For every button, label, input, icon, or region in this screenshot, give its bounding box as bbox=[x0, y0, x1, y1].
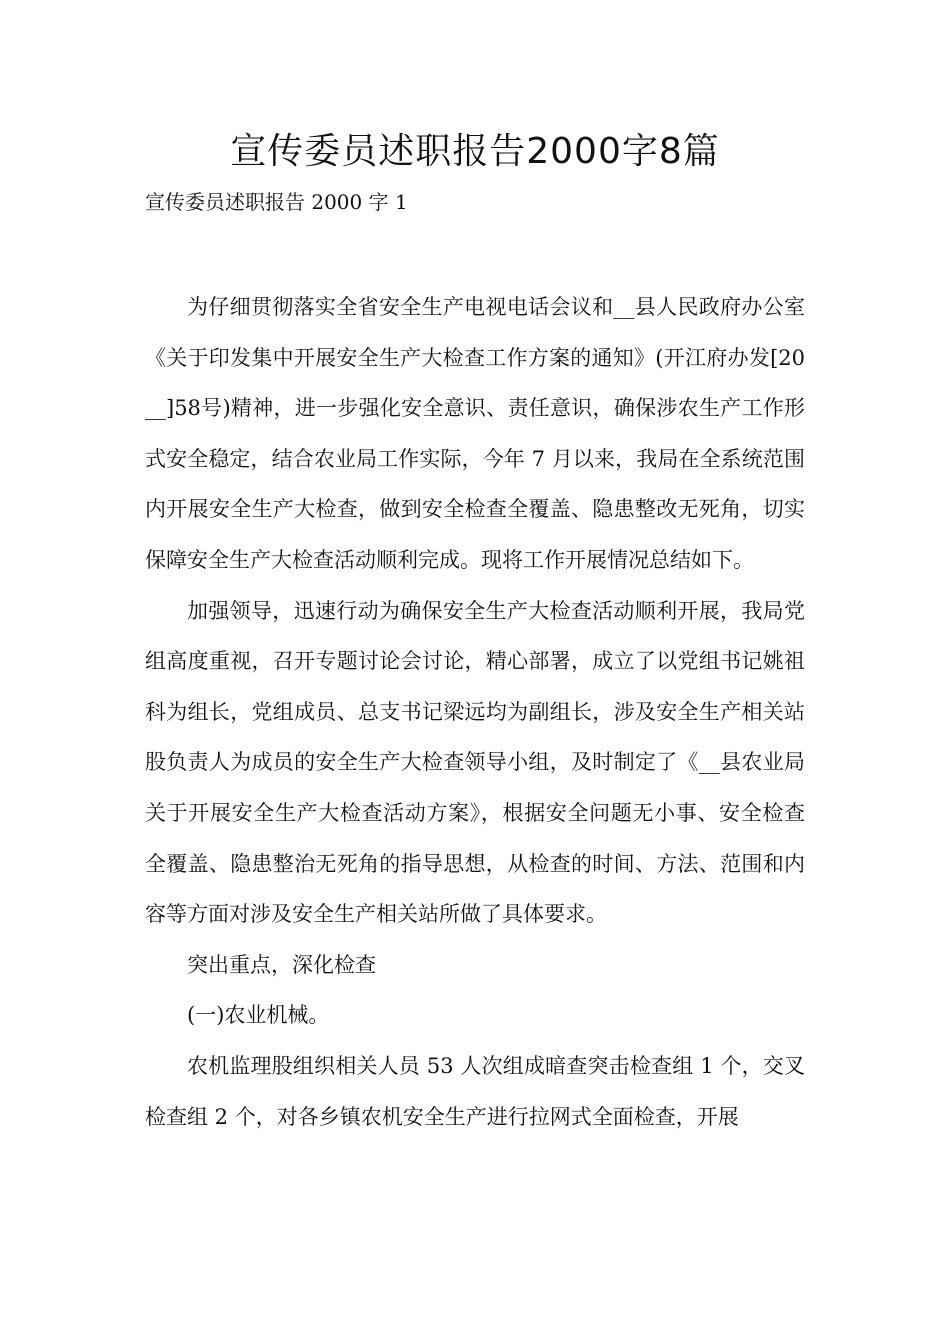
document-subtitle: 宣传委员述职报告 2000 字 1 bbox=[145, 190, 408, 214]
paragraph-intro: 为仔细贯彻落实全省安全生产电视电话会议和__县人民政府办公室《关于印发集中开展安全生产大检查工作方案的通知》(开江府办发[20__]58号)精神，进一步强化安全意识、责任意识，确保涉农生产工作形式安全稳定，结合农业局工作实际，今年 7 月以来，我局在全系统范围内开展安全生产大检查，做到安全检查全覆盖、隐患整改无死角，切实保障安全生产大检查活动顺利完成。现将工作开展情况总结如下。 bbox=[145, 295, 805, 572]
subsection-heading-machinery: (一)农业机械。 bbox=[187, 1003, 330, 1028]
document-title: 宣传委员述职报告2000字8篇 bbox=[230, 131, 720, 172]
document-body bbox=[145, 282, 805, 1142]
section-heading-focus: 突出重点，深化检查 bbox=[187, 952, 376, 977]
paragraph-leadership: 加强领导，迅速行动为确保安全生产大检查活动顺利开展，我局党组高度重视，召开专题讨论会讨论，精心部署，成立了以党组书记姚祖科为组长，党组成员、总支书记梁远均为副组长，涉及安全生产相关站股负责人为成员的安全生产大检查领导小组，及时制定了《__县农业局关于开展安全生产大检查活动方案》，根据安全问题无小事、安全检查全覆盖、隐患整治无死角的指导思想，从检查的时间、方法、范围和内容等方面对涉及安全生产相关站所做了具体要求。 bbox=[145, 598, 805, 927]
paragraph-machinery: 农机监理股组织相关人员 53 人次组成暗查突击检查组 1 个，交叉检查组 2 个，对各乡镇农机安全生产进行拉网式全面检查，开展 bbox=[145, 1053, 805, 1129]
